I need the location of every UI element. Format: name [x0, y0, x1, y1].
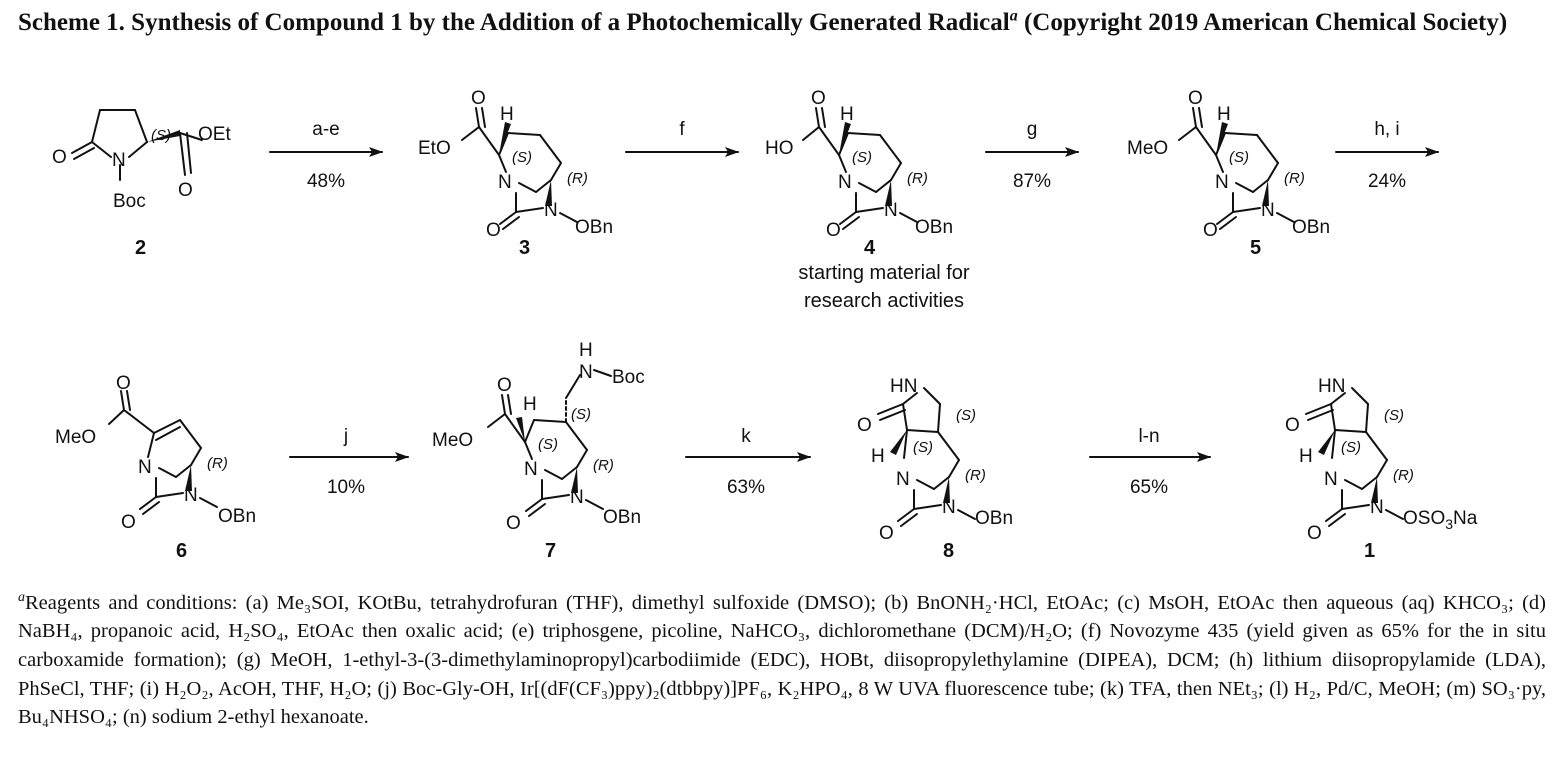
atom-o: O: [52, 147, 67, 168]
atom-obn: OBn: [218, 506, 257, 527]
atom-meo: MeO: [55, 427, 97, 448]
atom-n: N: [112, 150, 126, 171]
atom-h: H: [523, 394, 537, 415]
stereo-label-r: (R): [907, 170, 928, 187]
atom-o: O: [857, 415, 872, 436]
yield-label: 10%: [326, 477, 366, 498]
atom-obn: OBn: [575, 217, 614, 238]
atom-h: H: [579, 340, 593, 361]
atom-n: N: [1261, 200, 1275, 221]
atom-ho: HO: [765, 138, 794, 159]
compound-8-label: 8: [943, 540, 955, 562]
atom-n: N: [570, 487, 584, 508]
yield-label: 63%: [726, 477, 766, 498]
arrow-step-h-i: [1336, 119, 1438, 192]
reagent-label: j: [343, 426, 349, 447]
atom-h: H: [1299, 446, 1313, 467]
atom-h: H: [500, 104, 514, 125]
compound-4-structure: [765, 88, 970, 312]
compound-5-structure: [1127, 88, 1330, 259]
compound-6-structure: [55, 373, 256, 562]
atom-o: O: [486, 220, 501, 241]
stereo-label-r: (R): [207, 455, 228, 472]
atom-o: O: [1203, 220, 1218, 241]
atom-n: N: [942, 497, 956, 518]
atom-n: N: [1324, 469, 1338, 490]
compound-7-label: 7: [545, 540, 557, 562]
atom-n: N: [884, 200, 898, 221]
atom-h: H: [840, 104, 854, 125]
reagent-label: l-n: [1138, 426, 1160, 447]
reagent-label: f: [679, 119, 685, 140]
compound-4-note-line2: research activities: [803, 290, 965, 312]
stereo-label-r: (R): [567, 170, 588, 187]
atom-o: O: [178, 180, 193, 201]
title-copyright: (Copyright 2019 American Chemical Society): [1023, 9, 1508, 36]
reagent-label: a-e: [312, 119, 340, 140]
atom-h: H: [871, 446, 885, 467]
compound-3-structure: [418, 88, 613, 259]
atom-n: N: [138, 457, 152, 478]
stereo-label-s: (S): [1229, 149, 1249, 166]
stereo-label-s: (S): [1384, 407, 1404, 424]
compound-5-label: 5: [1250, 237, 1262, 259]
reagents-footnote: [18, 584, 1546, 732]
atom-o: O: [1307, 523, 1322, 544]
stereo-label-r: (R): [1393, 467, 1414, 484]
atom-n: N: [1215, 172, 1229, 193]
atom-obn: OBn: [975, 508, 1014, 529]
stereo-label-s: (S): [1341, 439, 1361, 456]
arrow-step-k: [686, 426, 810, 498]
stereo-label-r: (R): [965, 467, 986, 484]
yield-label: 24%: [1367, 171, 1407, 192]
arrow-step-g: [986, 119, 1078, 192]
stereo-label-s: (S): [956, 407, 976, 424]
arrow-step-l-n: [1090, 426, 1210, 498]
compound-4-label: 4: [864, 237, 876, 259]
atom-obn: OBn: [1292, 217, 1331, 238]
stereo-label-s: (S): [852, 149, 872, 166]
atom-obn: OBn: [603, 507, 642, 528]
compound-4-note-line1: starting material for: [798, 262, 970, 284]
reagent-label: h, i: [1374, 119, 1400, 140]
footnote-text: Reagents and conditions: (a) Me₃SOI, KOtBu, tetrahydrofuran (THF), dimethyl sulfoxide (DMSO); (b) BnONH₂·HCl, EtOAc; (c) MsOH, EtOAc then aqueous (aq) KHCO₃; (d) NaBH₄, propanoic acid, H₂SO₄, EtOAc then oxalic acid; (e) triphosgene, picoline, NaHCO₃, dichloromethane (DCM)/H₂O; (f) Novozyme 435 (yield given as 65% for the in situ carboxamide formation); (g) MeOH, 1-ethyl-3-(3-dimethylaminopropyl)carbodiimide (EDC), HOBt, diisopropylethylamine (DIPEA), DCM; (h) lithium diisopropylamide (LDA), PhSeCl, THF; (i) H₂O₂, AcOH, THF, H₂O; (j) Boc-Gly-OH, Ir[(dF(CF₃)ppy)₂(dtbbpy)]PF₆, K₂HPO₄, 8 W UVA fluorescence tube; (k) TFA, then NEt₃; (l) H₂, Pd/C, MeOH; (m) SO₃·py, Bu₄NHSO₄; (n) sodium 2-ethyl hexanoate.: [18, 591, 1546, 729]
atom-n: N: [524, 459, 538, 480]
compound-1-label: 1: [1364, 540, 1376, 562]
stereo-label-s: (S): [151, 127, 171, 144]
stereo-label-s: (S): [512, 149, 532, 166]
atom-o: O: [1188, 88, 1203, 109]
atom-obn: OBn: [915, 217, 954, 238]
stereo-label-s: (S): [913, 439, 933, 456]
compound-8-structure: [857, 376, 1013, 562]
title-main: Scheme 1. Synthesis of Compound 1 by the Addition of a Photochemically Generated Radical: [18, 9, 1010, 36]
atom-h: H: [1217, 104, 1231, 125]
stereo-label-r: (R): [1284, 170, 1305, 187]
arrow-step-j: [290, 426, 408, 498]
compound-6-label: 6: [176, 540, 188, 562]
atom-oso3na: $OSO_3Na$: [1403, 508, 1478, 532]
atom-meo: MeO: [1127, 138, 1169, 159]
compound-2-label: 2: [135, 237, 147, 259]
compound-7-structure: [432, 340, 645, 562]
atom-n: N: [1370, 497, 1384, 518]
arrow-step-a-e: [270, 119, 382, 192]
stereo-label-r: (R): [593, 457, 614, 474]
atom-o: O: [121, 512, 136, 533]
reagent-label: g: [1026, 119, 1038, 140]
atom-n: N: [838, 172, 852, 193]
compound-2-structure: [52, 110, 231, 259]
compound-1-structure: [1285, 376, 1478, 562]
yield-label: 87%: [1012, 171, 1052, 192]
atom-boc: Boc: [612, 367, 645, 388]
arrow-step-f: [626, 119, 738, 152]
atom-n: N: [184, 485, 198, 506]
atom-n: N: [579, 362, 593, 383]
atom-boc: Boc: [113, 191, 146, 212]
stereo-label-s: (S): [571, 406, 591, 423]
yield-label: 65%: [1129, 477, 1169, 498]
footnote-marker: a: [18, 590, 25, 605]
atom-o: O: [826, 220, 841, 241]
atom-o: O: [471, 88, 486, 109]
atom-o: O: [879, 523, 894, 544]
atom-hn: HN: [1318, 376, 1346, 397]
stereo-label-s: (S): [538, 436, 558, 453]
atom-o: O: [811, 88, 826, 109]
atom-n: N: [896, 469, 910, 490]
compound-3-label: 3: [519, 237, 531, 259]
atom-o: O: [116, 373, 131, 394]
yield-label: 48%: [306, 171, 346, 192]
atom-o: O: [497, 375, 512, 396]
reagent-label: k: [741, 426, 751, 447]
atom-n: N: [498, 172, 512, 193]
atom-n: N: [544, 200, 558, 221]
atom-o: O: [1285, 415, 1300, 436]
atom-meo: MeO: [432, 430, 474, 451]
atom-oet: OEt: [198, 124, 231, 145]
atom-eto: EtO: [418, 138, 451, 159]
atom-hn: HN: [890, 376, 918, 397]
atom-o: O: [506, 513, 521, 534]
title-footnote-marker: a: [1009, 7, 1018, 25]
